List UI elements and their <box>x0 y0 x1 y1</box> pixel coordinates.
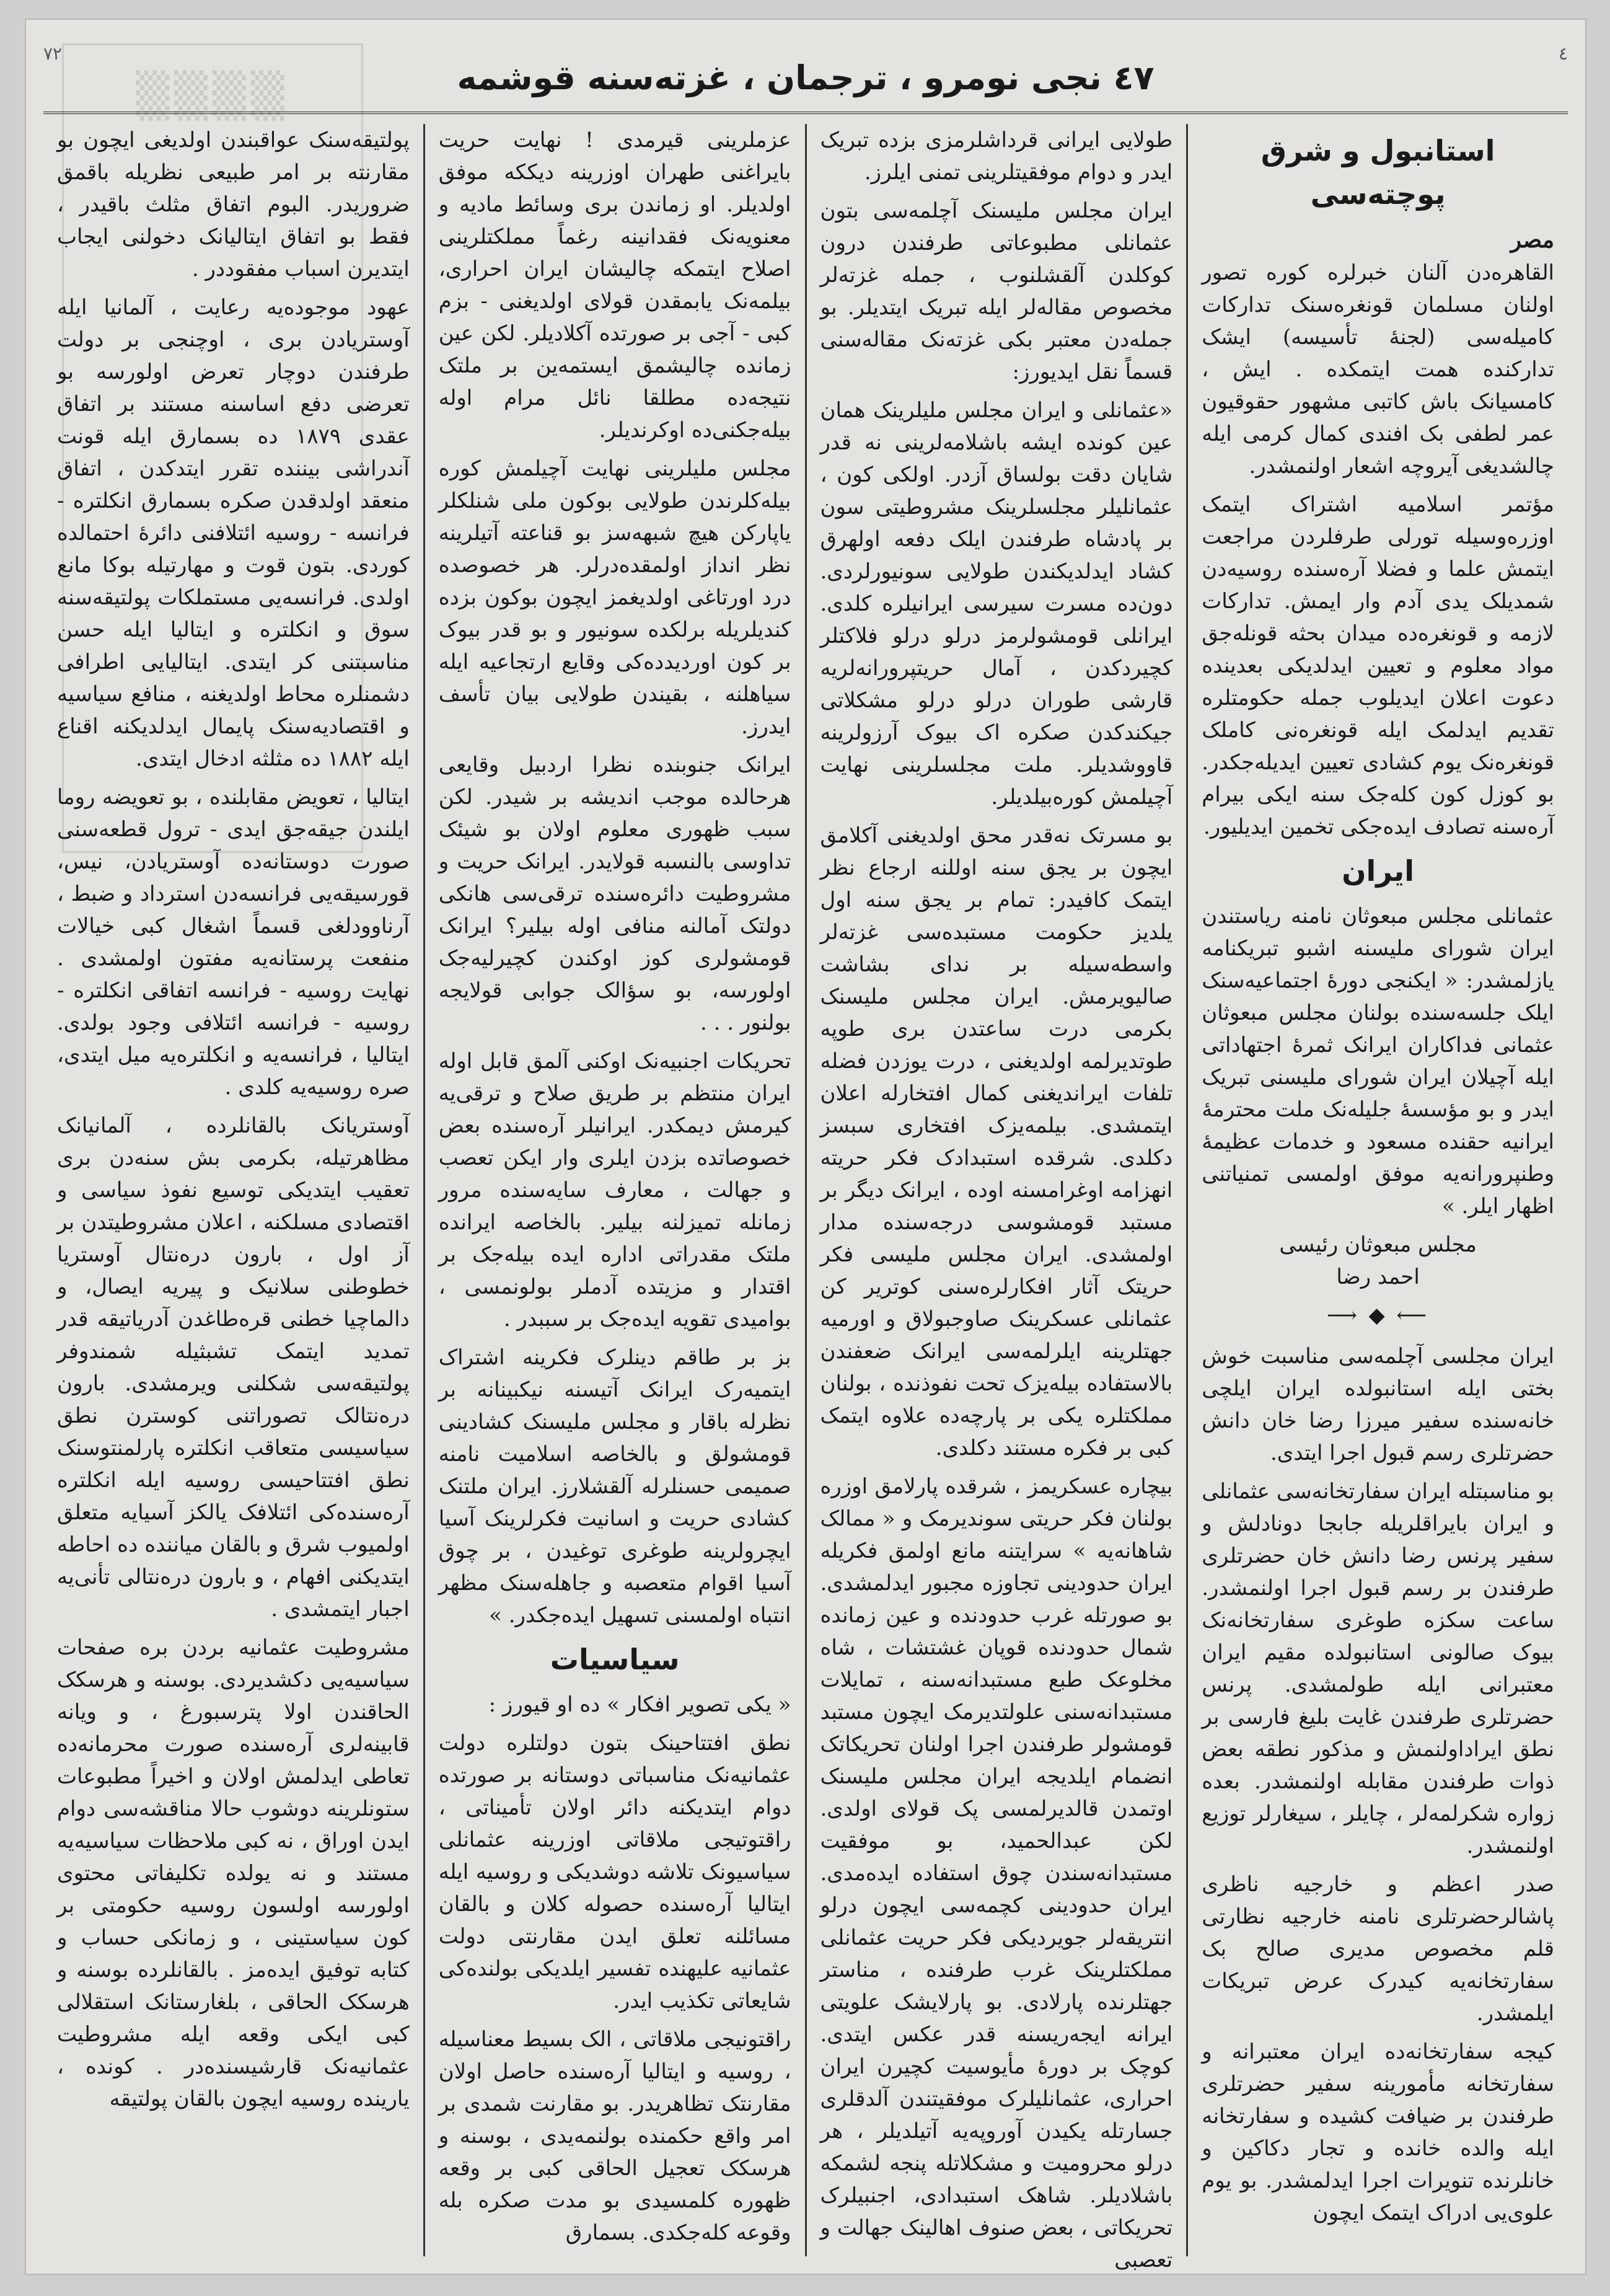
paragraph: تحریکات اجنبیه‌نک اوکنی آلمق قابل اوله‌ ایران منتظم بر طریق صلاح و ترقی‌یه کیرمش دیمکدر. ایرانیلر آره‌سنده بعض خصوصاتده بزدن ایلری وار ایکن تعصب و جهالت ، معارف سایه‌سنده مرور زمانله تمیزلنه بیلیر. بالخاصه ایرانده ملتک مقدراتی اداره ایده بیله‌جک بر اقتدار و مزیتده آدملر بولونمسی ، بوامیدی تقویه ایده‌جک بر سببدر . <box>438 1049 791 1331</box>
paragraph: عهود موجوده‌یه رعایت ، آلمانیا ایله آوستریادن بری ، اوچنجی بر دولت طرفندن دوچار تعرض اولورسه بو تعرضی دفع اساسنه مستند بر اتفاق عقدی ۱۸۷۹ ده بسمارق ایله قونت آندراشی بیننده تقرر ایتدکدن ، اتفاق منعقد اولدقدن صکره بسمارق انکلتره - فرانسه - روسیه ائتلافنی دائرهٔ احتمالده کوردی. بتون قوت و مهارتیله بوکا مانع اولدی. فرانسه‌یی مستملکات پولتیقه‌سنه سوق و انکلتره و ایتالیا ایله حسن مناسبتنی کر ایتدی. ایتالیایی اطرافی دشمنلره محاط اولدیغنه ، منافع سیاسیه و اقتصادیه‌سنک پایمال ایدلدیکنه اقناع ایله ۱۸۸۲ ده مثلثه ادخال ایتدی. <box>57 295 410 771</box>
columns <box>43 124 1568 2272</box>
paragraph: ایران مجلسی آچلمه‌سی مناسبت خوش بختی ایله استانبولده ایران ایلچی خانه‌سنده سفیر میرزا رضا خان دانش حضرتلری رسم قبول اجرا ایتدی. <box>1202 1344 1554 1465</box>
masthead-title: ٤٧ نجی نومرو ، ترجمان ، غزته‌سنه قوشمه <box>457 58 1155 97</box>
corner-mark: ٤ <box>1558 43 1568 64</box>
column-1 <box>1186 124 1568 2256</box>
section-heading-siyasiyat: سیاسیات <box>550 1643 680 1676</box>
section-heading-istanbul: استانبول و شرق پوچته‌سی <box>1260 134 1495 211</box>
paragraph: «عثمانلی و ایران مجلس ملیلرینک همان عین کونده ایشه باشلامه‌لرینی نه قدر شایان دقت بولساق آزدر. اولکی کون ، عثمانلیلر مجلسلرینک مشروطیتی سون بر پادشاه طرفندن ایلک دفعه اولهرق کشاد ایدلدیکندن طولایی سونیورلردی. دون‌ده مسرت سیرسی ایرانیلره کلدی. ایرانلی قومشولرمز درلو درلو فلاکتلر کچیردکدن ، آمال حریتپرورانه‌لریه قارشی طوران درلو درلو مشکلاتی جیکندکدن صکره اک بیوک آرزولرینه قاووشدیلر. ملت مجلسلرینی نهایت آچیلمش کوره‌بیلدیلر. <box>820 398 1173 810</box>
signature-name: احمد رضا <box>1336 1265 1420 1289</box>
paragraph: نطق افتتاحینک بتون دولتلره دولت عثمانیه‌نک مناسباتی دوستانه بر صورتده دوام ایتدیکنه دائر اولان تأمیناتی ، راقتوتیجی ملاقاتی اوزرینه عثمانلی سیاسیونک تلاشه دوشدیکی و روسیه ایله ایتالیا آره‌سنده حصوله کلان و بالقان مسائلنه تعلق ایدن مقارنتی دولت عثمانیه علیهنده تفسیر ایلدیکی بولنده‌کی شایعاتی تکذیب ایدر. <box>438 1731 791 2013</box>
paragraph: ایرانک جنوبنده نظرا اردبیل وقایعی هرحالده موجب اندیشه بر شیدر. لکن سبب ظهوری معلوم اولان بو شیئک تداوسی بالنسبه قولایدر. ایرانک حریت و مشروطیت دائره‌سنده ترقی‌سی هانکی دولتک آمالنه منافی اوله بیلیر؟ ایرانک قومشولری کوز اوکندن کچیرلیه‌جک اولورسه، بو سؤالک جوابی قولایجه بولنور . . . <box>438 753 791 1035</box>
paragraph: ایتالیا ، تعویض مقابلنده ، بو تعویضه روما ایلندن جیقه‌جق ایدی - ترول قطعه‌سنی صورت دوستانه‌ده آوستریادن، نیس، قورسیقه‌یی فرانسه‌دن استرداد و ضبط ، آرناوودلغی قسماً اشغال کبی خیالات منفعت پرستانه‌یه مفتون اولمشدی . نهایت روسیه - فرانسه اتفاقی انکلتره - روسیه - فرانسه ائتلافی وجود بولدی. ایتالیا ، فرانسه‌یه و انکلتره‌یه میل ایتدی، صره روسیه‌یه کلدی . <box>57 785 410 1100</box>
paragraph: ایران مجلس ملیسنک آچلمه‌سی بتون عثمانلی مطبوعاتی طرفندن درون کوکلدن آلقشلنوب ، جمله غزته‌لر مخصوص مقاله‌لر ایله تبریک ایتدیلر. بو جمله‌دن معتبر بکی غزته‌نک مقاله‌سنی قسماً نقل ایدیورز: <box>820 198 1173 384</box>
newspaper-page <box>25 19 1586 2275</box>
signature-title: مجلس مبعوثان رئیسی <box>1279 1232 1477 1257</box>
column-4 <box>43 124 423 2256</box>
paragraph: بیچاره عسکریمز ، شرقده پارلامق اوزره بولنان فکر حریتی سوندیرمک و « ممالک شاهانه‌یه » سرایتنه مانع اولمق فکریله ایران حدودینی تجاوزه مجبور ایدلمشدی. بو صورتله غرب حدودنده و عین زمانده شمال حدودنده قوپان غشتشات ، شاه مخلوعک طبع مستبدانه‌سنه ، تمایلات مستبدانه‌سنی علولتدیرمک ایچون مستبد قومشولر طرفندن اجرا اولنان تحریکاتک انضمام ایلدیجه ایران مجلس ملیسنک اوتمدن قالدیرلمسی پک قولای اولدی. لکن عبدالحمید، بو موفقیت مستبدانه‌سندن چوق استفاده ایده‌مدی. ایران حدودینی کچمه‌سی ایچون درلو انتریقه‌لر جویردیکی فکر حریت عثمانلی مملکتلرینک غرب طرفنده ، مناستر جهتلرنده پارلادی. بو پارلایشک علویتی ایرانه ایجه‌ریسنه قدر عکس ایتدی. کوچک بر دورهٔ مأیوسیت کچیرن ایران احراری، عثمانلیلرک موفقیتندن آلدقلری جسارتله یکیدن آوروپه‌یه آتیلدیلر ، هر درلو محرومیت و مشکلاتله پنجه لشمکه باشلادیلر. شاهک استبدادی، اجنبیلرک تحریکاتی ، بعض صنوف اهالینک جهالت و تعصبی <box>820 1474 1173 2272</box>
paragraph: پولتیقه‌سنک عواقبندن اولدیغی ایچون بو مقارنته بر امر طبیعی نظریله باقمق ضروریدر. البوم اتفاق مثلث باقیدر ، فقط بو اتفاق ایتالیانک دخولنی ایجاب ایتدیرن اسباب مفقوددر . <box>57 128 410 281</box>
paragraph: بو مسرتک نه‌قدر محق اولدیغنی آکلامق ایچون بر یجق سنه اوللنه ارجاع نظر ایتمک کافیدر: تمام بر یجق سنه اول یلدیز حکومت مستبده‌سی غزته‌لر واسطه‌سیله بر ندای بشاشت صالیویرمش. ایران مجلس ملیسنک بکرمی درت ساعتدن بری طوپه طوتدیرلمه اولدیغنی ، درت یوزدن فضله تلفات ایراندیغنی کمال افتخارله اعلان ایتمشدی. بیلمه‌یزک افتخاری سبسز دکلدی. شرقده استبدادک فکر حریته انهزامه اوغرامسنه اوده ، ایرانک دیگر بر مستبد قومشوسی درجه‌سنده مدار اولمشدی. ایران مجلس ملیسی فکر حریتک آثار افکارلره‌سنی کوتریر کن عثمانلی عسکرینک صاوجبولاق و اورمیه جهتلرینه ایلرلمه‌سی ایرانک ضعفندن بالاستفاده بیله‌یزک تحت نفوذنده‌ ، بولنان مملکتلره یکی بر پارچه‌ده علاوه ایتمک کبی بر فکره مستند دکلدی. <box>820 823 1173 1460</box>
paragraph: صدر اعظم و خارجیه ناظری پاشالرحضرتلری نامنه خارجیه نظارتی قلم مخصوص مدیری صالح بک سفارتخانه‌یه کیدرک عرض تبریکات ایلمشدر. <box>1202 1872 1554 2026</box>
paragraph: راقتونیجی ملاقاتی ، الک بسیط معناسیله ، روسیه و ایتالیا آره‌سنده حاصل اولان مقارنتک تظاهریدر. بو مقارنت شمدی بر امر واقع حکمنده بولنمه‌یدی ، بوسنه و هرسکک تعجیل الحاقی کبی بر وقعه ظهوره کلمسیدی بو مدت صکره بله وقوعه کله‌جکدی. بسمارق <box>438 2027 791 2245</box>
paragraph: بو مناسبتله ایران سفارتخانه‌سی عثمانلی و ایران بایراقلریله جابجا دونادلش و سفیر پرنس رضا دانش خان حضرتلری طرفندن بر رسم قبول اجرا اولنمشدر. ساعت سکزه طوغری سفارتخانه‌نک بیوک صالونی استانبولده مقیم ایران معتبرانی ایله طولمشدی. پرنس حضرتلری طرفندن غایت بلیغ فارسی بر نطق ایراداولنمش و مذکور نطقه بعض ذوات طرفندن مقابله اولنمشدر. بعده زواره شکرلمه‌لر ، چایلر ، سیغارلر توزیع اولنمشدر. <box>1202 1479 1554 1858</box>
paragraph: طولایی ایرانی قرداشلرمزی بزده تبریک ایدر و دوام موفقیتلرینی تمنی ایلرز. <box>820 128 1173 185</box>
paragraph: مجلس ملیلرینی نهایت آچیلمش کوره بیله‌کلرندن طولایی بوکون ملی شنلکلر یاپارکن هیچ شبهه‌سز بو قناعته آتیلرینه نظر انداز اولمقده‌درلر. هر خصوصده درد اورتاغی اولدیغمز ایچون بوکون بزده کندیلریله برلکده سونیور و بو قدر بیوک بر کون اوردیدده‌کی وقایع ارتجاعیه ایله سیاهلنه‌ ، بقیندن طولایی بیان تأسف ایدرز. <box>438 456 791 739</box>
paragraph: مشروطیت عثمانیه بردن بره صفحات سیاسیه‌یی دکشدیردی. بوسنه و هرسکک الحاقندن اولا پترسبورغ ، و ویانه قابینه‌لری آره‌سنده صورت محرمانه‌ده تعاطی ایدلمش اولان و اخیراً مطبوعات ستونلرینه دوشوب حالا مناقشه‌سی دوام ایدن اوراق ، نه کبی ملاحظات سیاسیه‌یه مستند و نه یولده تکلیفاتی محتوی اولورسه اولسون روسیه حکومتی بر کون سیاستینی ، و زمانکی حساب و کتابه توفیق ایده‌مز . بالقانلرده بوسنه و هرسکک الحاقی ، بلغارستانک استقلالی کبی ایکی وقعه ایله مشروطیت عثمانیه‌نک قارشیسنده‌در . کونده ، یارینده روسیه ایچون بالقان پولتیقه <box>57 1635 410 2111</box>
column-3 <box>423 124 805 2256</box>
paragraph: « یکی تصویر افکار » ده او قیورز : <box>488 1692 791 1717</box>
paragraph: آوستریانک بالقانلرده ، آلمانیانک مظاهرتیله، بکرمی بش سنه‌دن بری تعقیب ایتدیکی توسیع نفوذ سیاسی و اقتصادی مسلکنه ، اعلان مشروطیتدن بر آز اول ، بارون دره‌نتال آوستریا خطوطنی سلانیک و پیریه ایصال، و دالماچیا خطنی قره‌طاغدن آدریاتیقه قدر تمدید ایتمک تشبثیله شمندوفر پولتیقه‌سی شکلنی ویرمشدی. بارون دره‌نتالک تصوراتنی کوسترن نطق سیاسیسی متعاقب انکلتره پارلمنتوسنک نطق افتتاحیسی روسیه ایله انکلتره آره‌سنده‌کی ائتلافک یالکز آسیایه متعلق اولمیوب شرق و بالقان میاننده ده احاطه ایتدیکنی افهام ، و بارون دره‌نتالی تأنی‌یه اجبار ایتمشدی . <box>57 1113 410 1622</box>
paragraph: بز بر طاقم‌ دینلرک فکرینه اشتراک ایتمیه‌رک ایرانک آتیسنه نیکبینانه بر نظرله باقار و مجلس ملیسنک کشادینی قومشولق و بالخاصه اسلامیت نامنه صمیمی حسنلرله آلقشلارز. ایران ملتنک کشادی حریت و اسانیت فکرلرینک آسیا ایچرولرینه طوغری توغیدن ، بر چوق آسیا اقوام متعصبه و جاهله‌سنک مظهر انتباه اولمسنی تسهیل ایده‌جکدر. » <box>438 1345 791 1628</box>
paragraph: عثمانلی مجلس مبعوثان نامنه ریاستندن ایران شورای ملیسنه اشبو تبریکنامه یازلمشدر: « ایکنجی دورهٔ اجتماعیه‌سنک ایلک جلسه‌سنده بولنان مجلس مبعوثان عثمانی فداکاران ایرانک ثمرهٔ اجتهاداتی ایله آچیلان ایران شورای ملیسنی تبریک ایدر و بو مؤسسهٔ جلیله‌نک ملت محترمهٔ ایرانیه حقنده مسعود و خدمات عظیمهٔ وطنپرورانه‌یه موفق اولمسی تمنیاتنی اظهار ایلر. » <box>1202 904 1554 1219</box>
paragraph: عزملرینی قیرمدی ! نهایت حریت بایراغنی طهران اوزرینه دیککه موفق اولدیلر. او زماندن بری وسائط مادیه و معنویه‌نک فقدانینه رغماً مملکتلرینی اصلاح ایتمکه چالیشان ایران احراری، بیلمه‌نک یابمقدن قولای اولدیغنی - بزم کبی - آجی بر صورتده آکلادیلر. لکن عین زمانده چالیشمق ایستمه‌ین بر ملتک نتیجه‌ده مطلقا نائل مرام اوله بیله‌جکنی‌ده اوکرندیلر. <box>438 128 791 443</box>
paragraph: مؤتمر اسلامیه اشتراک ایتمک اوزره‌وسیله تورلی طرفلردن مراجعت ایتمش علما و فضلا آره‌سنده روسیه‌دن شمدیلک یدی آدم وار ایمش. تدارکات لازمه و قونغره‌ده میدان بحثه قونله‌جق مواد معلوم و تعیین ایدلدیکی بعدینده دعوت اعلان ایدیلوب جمله حکومتلره تقدیم ایدلمک ایله قونغره‌نی کاملک قونغره‌نک یوم کشادی تعیین ایدیله‌جکدر. بو کوزل کون کله‌جک سنه ایکی بیرام آره‌سنه تصادف ایده‌جکی تخمین ایدیلیور. <box>1202 492 1554 839</box>
paragraph: القاهره‌دن آلنان خبرلره کوره تصور اولنان مسلمان قونغره‌سنک تدارکات کامیله‌سی (لجنهٔ تأسیسه) ایشک تدارکنده همت ایتمکده . ایش ، کامسیانک باش کاتبی مشهور حقوقیون عمر لطفی بک افندی کمال کرمی ایله چالشدیغی آیروچه اشعار اولنمشدر. <box>1202 260 1554 479</box>
paragraph: کیجه سفارتخانه‌ده ایران معتبرانه و سفارتخانه مأمورینه‌ سفیر حضرتلری طرفندن بر ضیافت کشیده و سفارتخانه ایله والده خانده و تجار دکاکین و خانلرنده تنویرات اجرا ایدلمشدر. بو یوم علوی‌یی ادراک ایتمک ایچون <box>1202 2039 1554 2225</box>
column-2 <box>805 124 1187 2272</box>
masthead <box>43 43 1568 114</box>
bleed-through-text: ▒▒▒▒ <box>136 70 289 121</box>
subhead-misr: مصر <box>1510 227 1554 253</box>
page-mark: ٧٢ <box>43 43 63 64</box>
subhead-iran: ایران <box>1342 854 1414 888</box>
ornament-divider: ⟵ ◆ ⟶ <box>1327 1303 1430 1328</box>
